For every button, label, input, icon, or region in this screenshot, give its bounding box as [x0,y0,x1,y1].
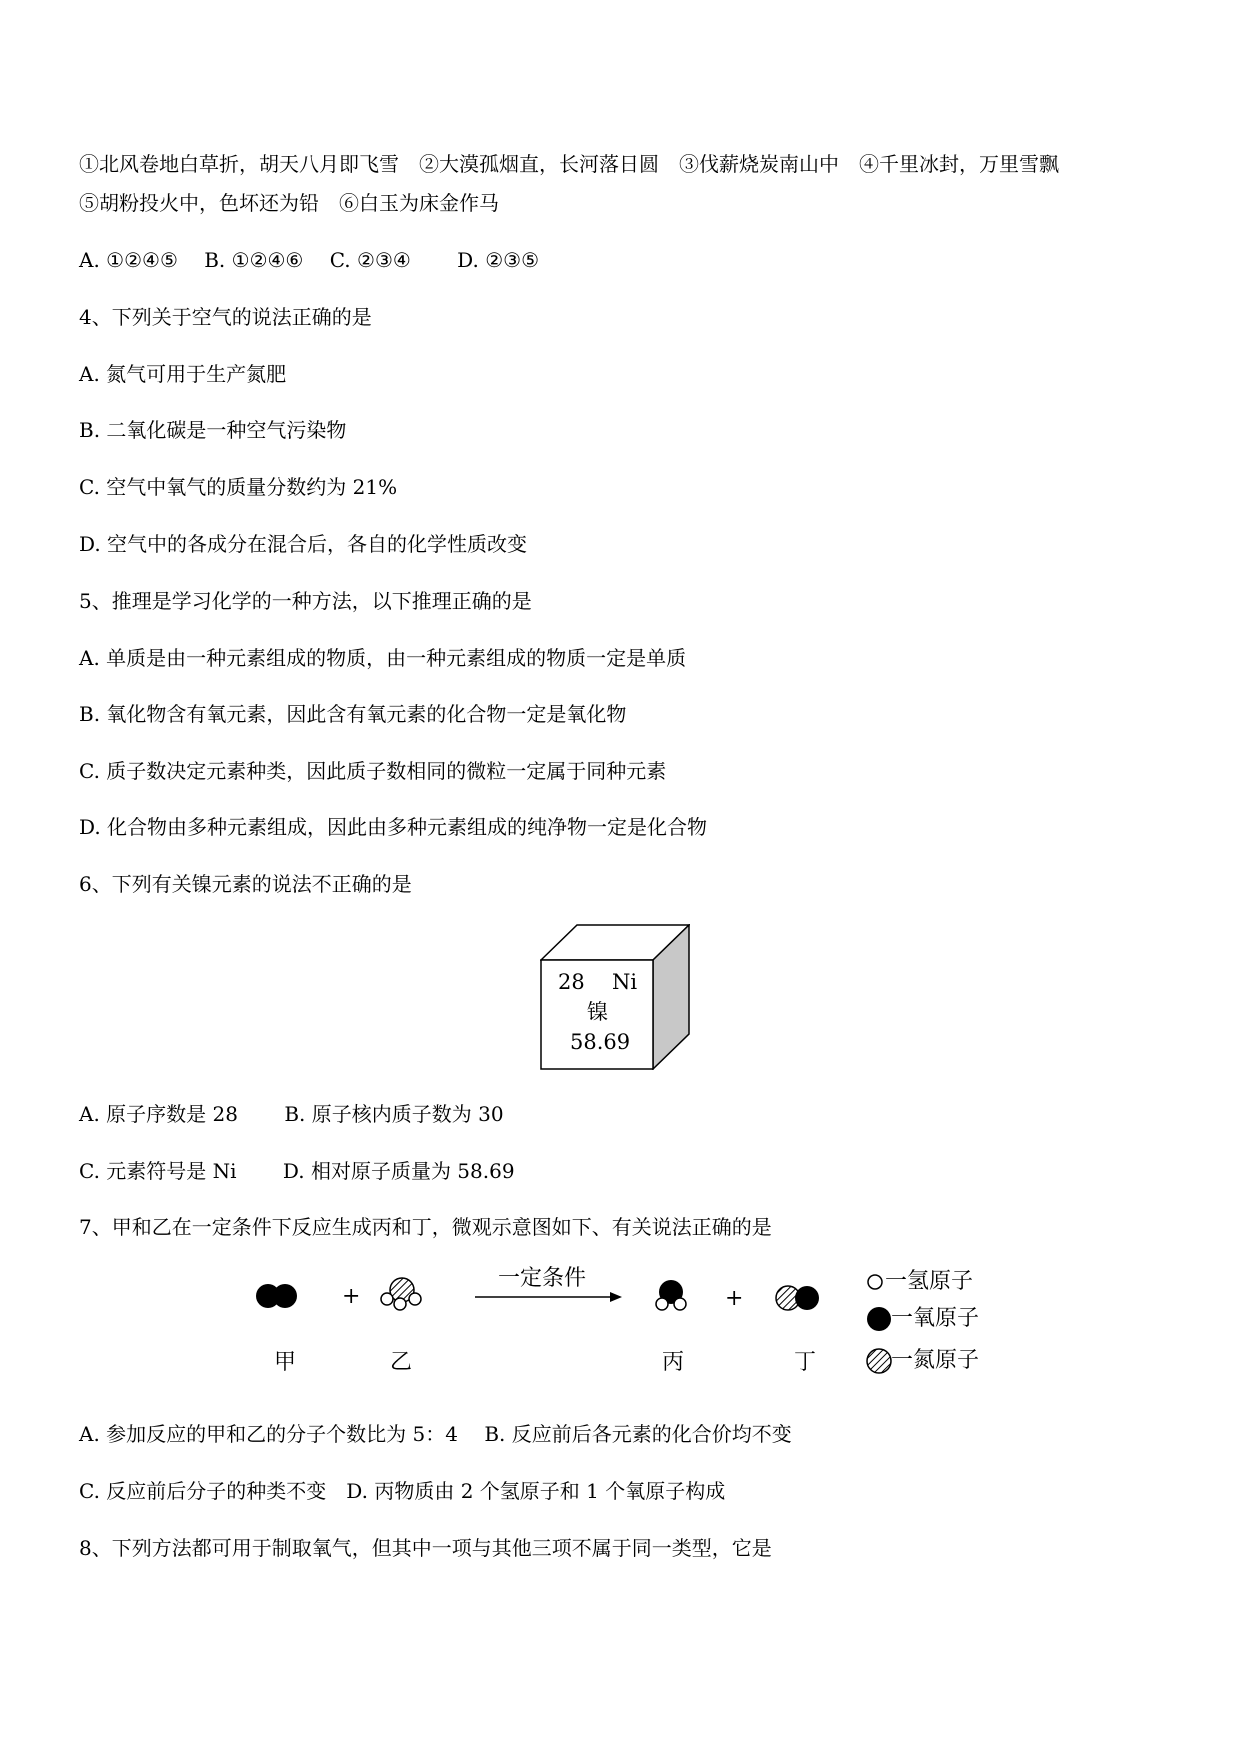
reaction-arrow [475,1292,622,1302]
element-symbol: Ni [612,970,638,994]
q4-option-d: D. 空气中的各成分在混合后，各自的化学性质改变 [79,532,528,556]
q6-options-row1: A. 原子序数是 28 B. 原子核内质子数为 30 [79,1102,504,1126]
plus-sign-left: + [342,1284,361,1309]
label-yi: 乙 [390,1350,413,1375]
q3-options: A. ①②④⑤ B. ①②④⑥ C. ②③④ D. ②③⑤ [79,248,539,272]
q5-stem: 5、推理是学习化学的一种方法，以下推理正确的是 [79,589,532,613]
atomic-mass: 58.69 [570,1030,631,1054]
q6-options-row2: C. 元素符号是 Ni D. 相对原子质量为 58.69 [79,1159,515,1183]
plus-sign-right: + [725,1286,744,1311]
q5-option-d: D. 化合物由多种元素组成，因此由多种元素组成的纯净物一定是化合物 [79,815,708,839]
q4-option-c: C. 空气中氧气的质量分数约为 21% [79,475,398,499]
q7-options-row2: C. 反应前后分子的种类不变 D. 丙物质由 2 个氢原子和 1 个氧原子构成 [79,1479,726,1503]
q5-option-a: A. 单质是由一种元素组成的物质，由一种元素组成的物质一定是单质 [79,646,687,670]
molecule-ding [776,1286,819,1310]
q5-option-c: C. 质子数决定元素种类，因此质子数相同的微粒一定属于同种元素 [79,759,667,783]
q7-stem: 7、甲和乙在一定条件下反应生成丙和丁，微观示意图如下、有关说法正确的是 [79,1215,772,1239]
label-bing: 丙 [662,1350,685,1375]
legend-oxygen: 一氧原子 [891,1306,980,1331]
molecule-bing [656,1280,686,1310]
q4-option-b: B. 二氧化碳是一种空气污染物 [79,418,347,442]
molecule-jia [256,1284,297,1308]
q8-stem: 8、下列方法都可用于制取氧气，但其中一项与其他三项不属于同一类型，它是 [79,1536,772,1560]
label-ding: 丁 [794,1350,817,1375]
atomic-number: 28 [558,970,585,994]
q5-option-b: B. 氧化物含有氧元素，因此含有氧元素的化合物一定是氧化物 [79,702,627,726]
element-name: 镍 [587,1000,608,1024]
legend-hydrogen: 一氢原子 [885,1269,974,1294]
reaction-condition: 一定条件 [498,1266,587,1291]
reaction-diagram [250,1268,1000,1398]
q7-options-row1: A. 参加反应的甲和乙的分子个数比为 5：4 B. 反应前后各元素的化合价均不变 [79,1422,792,1446]
molecule-yi [381,1278,421,1310]
q4-stem: 4、下列关于空气的说法正确的是 [79,305,372,329]
q6-stem: 6、下列有关镍元素的说法不正确的是 [79,872,412,896]
nickel-element-tile [540,924,690,1070]
q3-poems-line1: ①北风卷地白草折，胡天八月即飞雪 ②大漠孤烟直，长河落日圆 ③伐薪烧炭南山中 ④千里冰封，万里雪飘 [79,152,1059,176]
label-jia: 甲 [274,1350,297,1375]
q4-option-a: A. 氮气可用于生产氮肥 [79,362,287,386]
q3-poems-line2: ⑤胡粉投火中，色坏还为铅 ⑥白玉为床金作马 [79,191,499,215]
legend-nitrogen: 一氮原子 [891,1348,980,1373]
